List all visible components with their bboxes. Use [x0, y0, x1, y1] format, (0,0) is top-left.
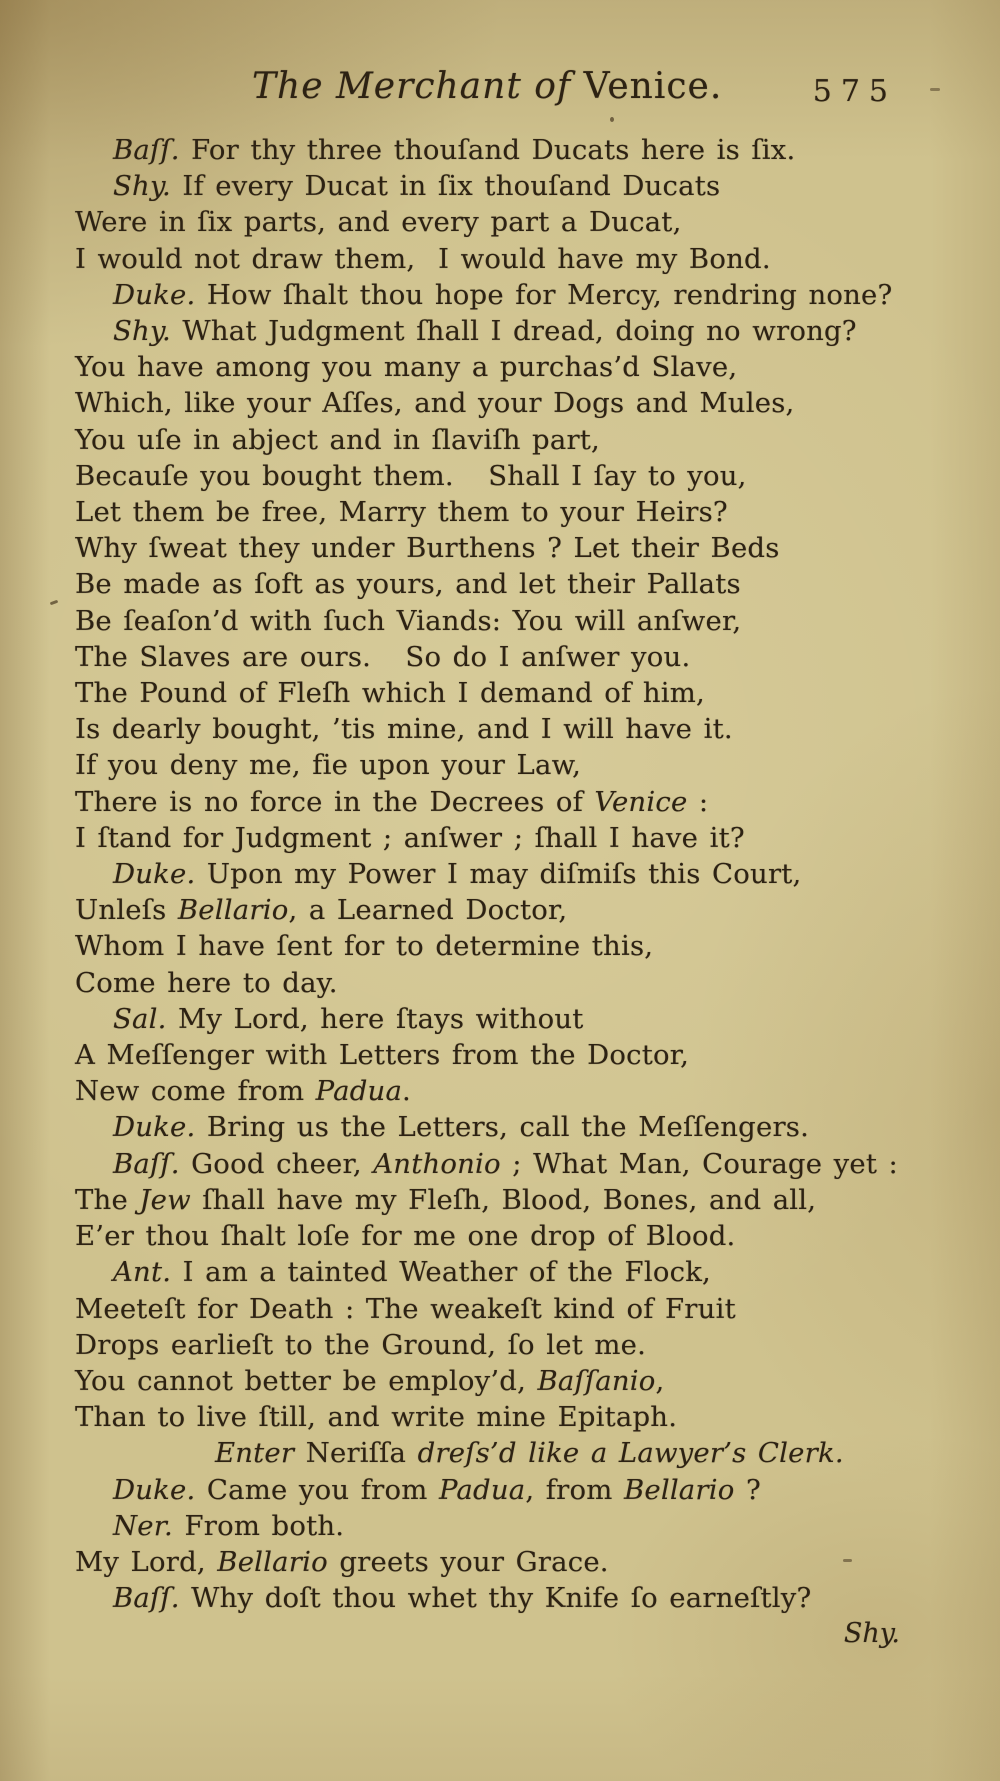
text-segment: You have among you many a purchas’d Slave, — [75, 351, 738, 384]
text-segment: Ant. — [113, 1256, 172, 1289]
text-segment: Shy. — [113, 170, 171, 203]
running-title — [252, 66, 722, 107]
text-line — [75, 1363, 905, 1399]
text-line — [75, 349, 905, 385]
text-segment: dreſs’d like a Lawyer’s Clerk. — [417, 1437, 844, 1470]
text-line — [75, 1580, 905, 1616]
text-segment: Why doſt thou whet thy Knife ſo earneſtly? — [179, 1582, 812, 1615]
text-segment: The — [75, 1183, 140, 1216]
text-line — [75, 1037, 905, 1073]
text-segment: Meeteſt for Death : The weakeſt kind of Fruit — [75, 1292, 736, 1325]
text-segment: I ſtand for Judgment ; anſwer ; ſhall I have it? — [75, 821, 745, 854]
text-line — [75, 820, 905, 856]
text-segment: Upon my Power I may diſmiſs this Court, — [195, 858, 802, 891]
text-segment: Baſſ. — [113, 1582, 180, 1615]
ink-speck — [930, 88, 940, 91]
text-line — [75, 1218, 905, 1254]
text-segment: Bellario — [177, 894, 289, 927]
text-segment: Shy. — [113, 315, 171, 348]
text-segment: Venice — [594, 785, 688, 818]
text-segment: I am a tainted Weather of the Flock, — [171, 1256, 712, 1289]
text-segment: Is dearly bought, ’tis mine, and I will have it. — [75, 713, 733, 746]
text-line — [75, 1182, 905, 1218]
text-segment: Let them be free, Marry them to your Heirs? — [75, 496, 728, 529]
text-line — [75, 385, 905, 421]
text-line — [75, 132, 905, 168]
text-line — [75, 204, 905, 240]
text-segment: Ner. — [113, 1509, 174, 1542]
text-segment: A Meſſenger with Letters from the Doctor, — [75, 1039, 690, 1072]
text-segment: Padua — [315, 1075, 403, 1108]
text-line — [75, 1073, 905, 1109]
text-segment: Drops earlieſt to the Ground, ſo let me. — [75, 1328, 647, 1361]
text-segment: ? — [734, 1473, 761, 1506]
text-segment: Anthonio — [373, 1147, 501, 1180]
text-segment: I would not draw them, I would have my Bond. — [75, 242, 771, 275]
text-segment: Padua — [438, 1473, 526, 1506]
text-segment: What Judgment ſhall I dread, doing no wrong? — [170, 315, 857, 348]
text-line — [75, 747, 905, 783]
text-line — [75, 494, 905, 530]
text-line — [75, 1508, 905, 1544]
text-segment: Unleſs — [75, 894, 178, 927]
text-segment: . — [402, 1075, 411, 1108]
text-line — [75, 313, 905, 349]
ink-speck — [610, 117, 614, 122]
text-segment: Come here to day. — [75, 966, 338, 999]
text-line — [75, 784, 905, 820]
text-line — [75, 1109, 905, 1145]
text-line — [75, 1472, 905, 1508]
text-segment: Duke. — [113, 1111, 196, 1144]
text-segment: greets your Grace. — [327, 1545, 609, 1578]
text-line — [75, 965, 905, 1001]
text-line — [75, 639, 905, 675]
text-segment: From both. — [173, 1509, 345, 1542]
text-line — [75, 603, 905, 639]
text-line — [75, 711, 905, 747]
text-line — [75, 241, 905, 277]
text-segment: Jew — [139, 1183, 191, 1216]
text-line — [75, 566, 905, 602]
text-segment: ſhall have my Fleſh, Blood, Bones, and all, — [190, 1183, 817, 1216]
text-segment: Enter — [215, 1437, 306, 1470]
text-segment: My Lord, here ſtays without — [166, 1002, 584, 1035]
text-segment: Baſſanio — [537, 1364, 656, 1397]
text-line — [75, 928, 905, 964]
catchword: Shy. — [843, 1618, 900, 1649]
text-line — [75, 530, 905, 566]
text-segment: There is no force in the Decrees of — [75, 785, 595, 818]
text-segment: , — [655, 1364, 665, 1397]
text-line — [75, 1001, 905, 1037]
text-segment: Duke. — [113, 858, 196, 891]
text-segment: Why ſweat they under Burthens ? Let their Beds — [75, 532, 780, 565]
text-line — [75, 1254, 905, 1290]
text-line — [75, 1435, 905, 1471]
text-line — [75, 422, 905, 458]
text-segment: If every Ducat in ſix thouſand Ducats — [170, 170, 721, 203]
text-line — [75, 277, 905, 313]
text-line — [75, 1146, 905, 1182]
text-block — [75, 132, 905, 1616]
text-segment: , a Learned Doctor, — [288, 894, 568, 927]
text-segment: Bring us the Letters, call the Meſſengers. — [195, 1111, 810, 1144]
text-segment: For thy three thouſand Ducats here is ſix. — [179, 134, 796, 166]
text-segment: Duke. — [113, 1473, 196, 1506]
text-segment: You uſe in abject and in ſlaviſh part, — [75, 423, 600, 456]
page-number: 575 — [812, 74, 897, 109]
text-segment: Baſſ. — [113, 134, 180, 166]
text-segment: Came you from — [195, 1473, 439, 1506]
text-line — [75, 1544, 905, 1580]
text-segment: The Slaves are ours. So do I anſwer you. — [75, 640, 691, 673]
text-segment: New come from — [75, 1075, 316, 1108]
text-segment: Sal. — [113, 1002, 167, 1035]
text-line — [75, 675, 905, 711]
text-line — [75, 458, 905, 494]
text-line — [75, 856, 905, 892]
ink-speck — [843, 1559, 852, 1562]
text-segment: Be made as ſoft as yours, and let their Pallats — [75, 568, 741, 601]
text-segment: Good cheer, — [179, 1147, 374, 1180]
text-segment: The Pound of Fleſh which I demand of him, — [75, 677, 705, 710]
text-line — [75, 168, 905, 204]
text-segment: , from — [525, 1473, 624, 1506]
text-segment: Be ſeaſon’d with ſuch Viands: You will anſwer, — [75, 604, 742, 637]
text-line — [75, 1291, 905, 1327]
text-segment: Venice. — [583, 66, 723, 107]
text-segment: How ſhalt thou hope for Mercy, rendring none? — [195, 278, 893, 311]
text-segment: Bellario — [217, 1545, 328, 1578]
text-segment: Bellario — [623, 1473, 735, 1506]
text-segment: Whom I have ſent for to determine this, — [75, 930, 654, 963]
text-segment: Than to live ſtill, and write mine Epitaph. — [75, 1401, 678, 1434]
text-segment: Neriſſa — [305, 1437, 418, 1470]
text-line — [75, 1399, 905, 1435]
text-segment: Becauſe you bought them. Shall I ſay to you, — [75, 459, 747, 492]
text-segment: If you deny me, fie upon your Law, — [75, 749, 582, 782]
text-segment: My Lord, — [75, 1545, 218, 1578]
text-segment: Which, like your Aſſes, and your Dogs and Mules, — [75, 387, 795, 420]
text-line — [75, 1327, 905, 1363]
text-segment: Baſſ. — [113, 1147, 180, 1180]
text-segment: Duke. — [113, 278, 196, 311]
text-segment: ; What Man, Courage yet : — [500, 1147, 899, 1180]
text-segment: The Merchant of — [252, 66, 584, 107]
ink-speck — [50, 600, 59, 606]
text-segment: You cannot better be employ’d, — [75, 1364, 538, 1397]
text-line — [75, 892, 905, 928]
text-segment: Were in ſix parts, and every part a Ducat, — [75, 206, 682, 239]
text-segment: : — [687, 785, 709, 818]
text-segment: E’er thou ſhalt loſe for me one drop of Blood. — [75, 1220, 736, 1253]
